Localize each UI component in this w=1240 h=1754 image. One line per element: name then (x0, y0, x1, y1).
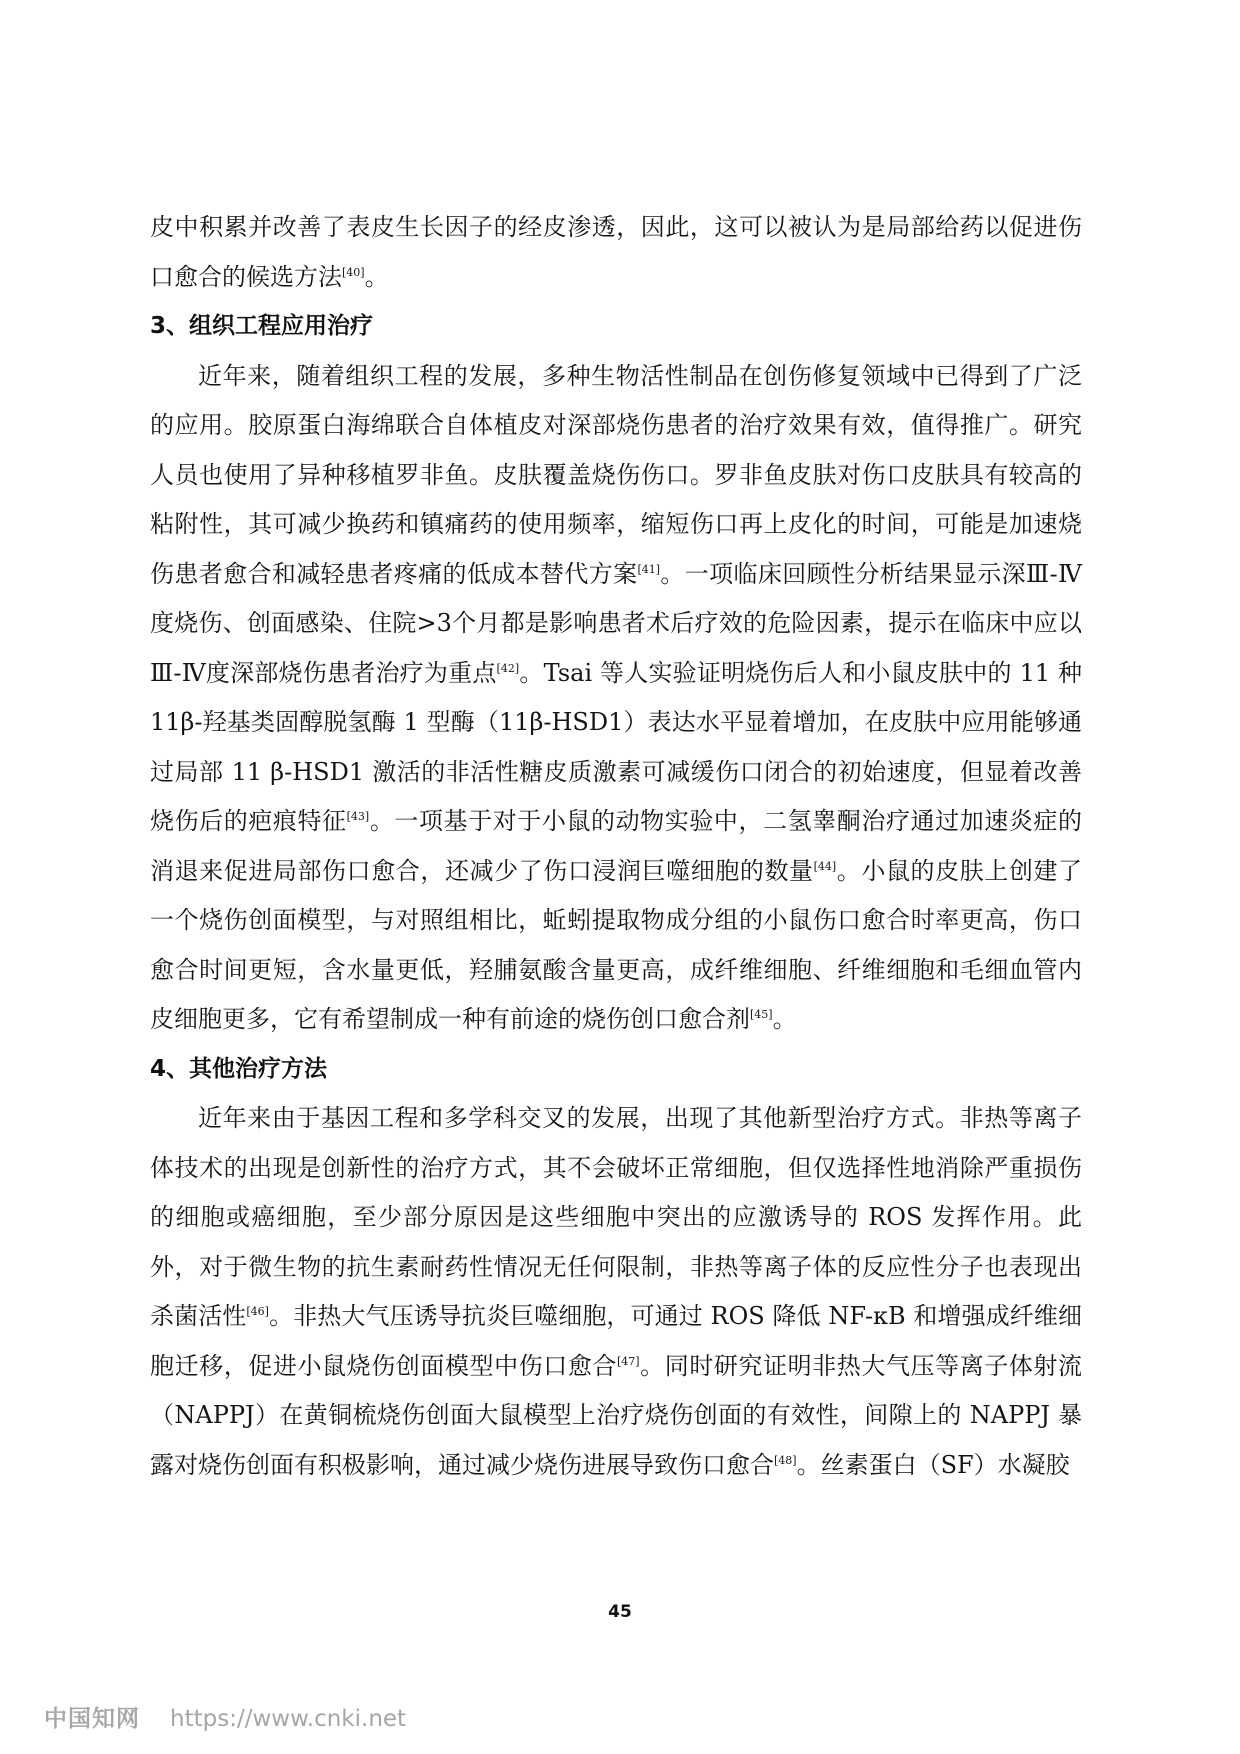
text-run: 。 (364, 262, 389, 291)
citation-reference[interactable]: [45] (750, 1008, 773, 1021)
citation-reference[interactable]: [43] (346, 810, 370, 823)
text-run: 。非热大气压诱导抗炎巨噬细胞，可通过 ROS 降低 NF-κB 和增强成纤维细胞迁移，促进小鼠烧伤创面模型中伤口愈合 (150, 1302, 1082, 1380)
footer-brand-logo: 中国知网 (44, 1706, 140, 1732)
citation-reference[interactable]: [47] (617, 1354, 640, 1368)
section-heading: 3、组织工程应用治疗 (150, 313, 374, 339)
text-run: 。Tsai 等人实验证明烧伤后人和小鼠皮肤中的 11 种 11β-羟基类固醇脱氢酶 1 型酶（11β-HSD1）表达水平显着增加，在皮肤中应用能够通过局部 11 β-HSD1 激活的非活性糖皮质激素可减缓伤口闭合的初始速度，但显着改善烧伤后的疤痕特征 (150, 658, 1082, 835)
page-number: 45 (608, 1602, 632, 1622)
citation-reference[interactable]: [40] (342, 265, 365, 279)
text-run: 近年来，随着组织工程的发展，多种生物活性制品在创伤修复领域中已得到了广泛的应用。胶原蛋白海绵联合自体植皮对深部烧伤患者的治疗效果有效，值得推广。研究人员也使用了异种移植罗非鱼。皮肤覆盖烧伤伤口。罗非鱼皮肤对伤口皮肤具有较高的粘附性，其可减少换药和镇痛药的使用频率，缩短伤口再上皮化的时间，可能是加速烧伤患者愈合和减轻患者疼痛的低成本替代方案 (150, 361, 1082, 588)
citation-reference[interactable]: [42] (496, 661, 520, 675)
text-run: 。同时研究证明非热大气压等离子体射流（NAPPJ）在黄铜梳烧伤创面大鼠模型上治疗烧伤创面的有效性，间隙上的 NAPPJ 暴露对烧伤创面有积极影响，通过减少烧伤进展导致伤口愈合 (150, 1351, 1083, 1479)
citation-reference[interactable]: [41] (637, 562, 661, 576)
body-paragraph (150, 352, 1082, 1045)
citation-reference[interactable]: [46] (246, 1305, 269, 1318)
citation-reference[interactable]: [48] (774, 1453, 797, 1467)
text-run: 。一项临床回顾性分析结果显示深Ⅲ-Ⅳ度烧伤、创面感染、住院>3个月都是影响患者术后疗效的危险因素，提示在临床中应以Ⅲ-Ⅳ度深部烧伤患者治疗为重点 (150, 559, 1083, 687)
text-run: 。 (772, 1005, 797, 1033)
section-heading: 4、其他治疗方法 (150, 1055, 328, 1082)
text-run: 。丝素蛋白（SF）水凝胶 (796, 1450, 1070, 1479)
body-paragraph (150, 1094, 1082, 1490)
footer-url[interactable]: https://www.cnki.net (170, 1706, 407, 1732)
text-run: 。一项基于对于小鼠的动物实验中，二氢睾酮治疗通过加速炎症的消退来促进局部伤口愈合，还减少了伤口浸润巨噬细胞的数量 (150, 807, 1083, 885)
body-text (150, 203, 1082, 1490)
footer (44, 1700, 406, 1733)
body-paragraph (150, 203, 1082, 302)
text-run: 近年来由于基因工程和多学科交叉的发展，出现了其他新型治疗方式。非热等离子体技术的出现是创新性的治疗方式，其不会破坏正常细胞，但仅选择性地消除严重损伤的细胞或癌细胞，至少部分原因是这些细胞中突出的应激诱导的 ROS 发挥作用。此外，对于微生物的抗生素耐药性情况无任何限制，非热等离子体的反应性分子也表现出杀菌活性 (150, 1104, 1082, 1330)
text-run: 皮中积累并改善了表皮生长因子的经皮渗透，因此，这可以被认为是局部给药以促进伤口愈合的候选方法 (150, 213, 1082, 291)
citation-reference[interactable]: [44] (813, 859, 837, 873)
text-run: 。小鼠的皮肤上创建了一个烧伤创面模型，与对照组相比，蚯蚓提取物成分组的小鼠伤口愈合时率更高，伤口愈合时间更短，含水量更低，羟脯氨酸含量更高，成纤维细胞、纤维细胞和毛细血管内皮细胞更多，它有希望制成一种有前途的烧伤创口愈合剂 (150, 856, 1083, 1033)
